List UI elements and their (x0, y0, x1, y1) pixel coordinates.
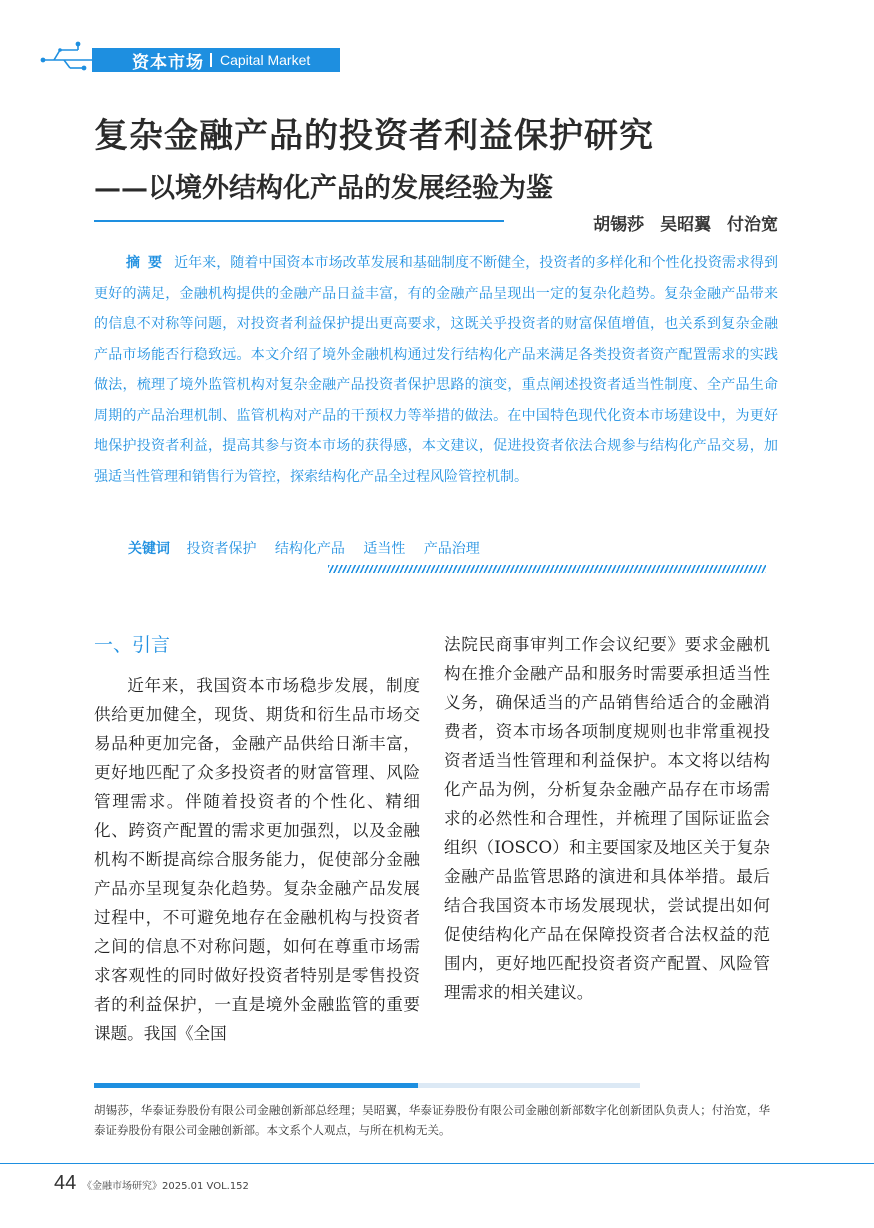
journal-info: 《金融市场研究》2025.01 VOL.152 (82, 1181, 249, 1192)
author-footnote: 胡锡莎，华泰证券股份有限公司金融创新部总经理；吴昭翼，华泰证券股份有限公司金融创新部数字化创新团队负责人；付治宽，华泰证券股份有限公司金融创新部。本文系个人观点，与所在机构无关。 (94, 1103, 770, 1137)
page-number: 44 (54, 1172, 77, 1194)
article-subtitle: ——以境外结构化产品的发展经验为鉴 (94, 173, 553, 204)
keywords (128, 538, 494, 558)
footnote-divider-accent (94, 1083, 418, 1088)
article-title: 复杂金融产品的投资者利益保护研究 (94, 116, 654, 156)
body-column-right (444, 630, 770, 1007)
circuit-icon (40, 40, 100, 74)
section-heading: 一、引言 (94, 634, 171, 656)
section-header (40, 40, 340, 74)
keywords-label: 关键词 (128, 541, 170, 557)
body-column-left (94, 630, 420, 1048)
section-tag-divider (210, 53, 212, 67)
keyword-item: 投资者保护 (186, 541, 257, 557)
abstract-text: 近年来，随着中国资本市场改革发展和基础制度不断健全，投资者的多样化和个性化投资需求得到更好的满足，金融机构提供的金融产品日益丰富，有的金融产品呈现出一定的复杂化趋势。复杂金融产品带来的信息不对称等问题，对投资者利益保护提出更高要求，这既关乎投资者的财富保值增值，也关系到复杂金融产品市场能否行稳致远。本文介绍了境外金融机构通过发行结构化产品来满足各类投资者资产配置需求的实践做法，梳理了境外监管机构对复杂金融产品投资者保护思路的演变，重点阐述投资者适当性制度、全产品生命周期的产品治理机制、监管机构对产品的干预权力等举措的做法。在中国特色现代化资本市场建设中，为更好地保护投资者利益，提高其参与资本市场的获得感，本文建议，促进投资者依法合规参与结构化产品交易，加强适当性管理和销售行为管控，探索结构化产品全过程风险管控机制。 (94, 255, 779, 485)
hatch-divider (328, 565, 766, 573)
keyword-item: 结构化产品 (274, 541, 345, 557)
article-authors: 胡锡莎 吴昭翼 付治宽 (593, 215, 778, 235)
title-divider (94, 220, 504, 222)
abstract-label: 摘要 (126, 255, 171, 271)
section-tag (92, 48, 340, 72)
body-paragraph: 法院民商事审判工作会议纪要》要求金融机构在推介金融产品和服务时需要承担适当性义务，确保适当的产品销售给适合的金融消费者，资本市场各项制度规则也非常重视投资者适当性管理和利益保护。本文将以结构化产品为例，分析复杂金融产品存在市场需求的必然性和合理性，并梳理了国际证监会组织（IOSCO）和主要国家及地区关于复杂金融产品监管思路的演进和具体举措。最后结合我国资本市场发展现状，尝试提出如何促使结构化产品在保障投资者合法权益的范围内，更好地匹配投资者资产配置、风险管理需求的相关建议。 (444, 635, 770, 1002)
keyword-item: 产品治理 (423, 541, 480, 557)
section-name-en: Capital Market (220, 52, 311, 68)
section-name-cn: 资本市场 (132, 52, 204, 73)
page-footer-rule (0, 1163, 874, 1164)
abstract (94, 248, 778, 492)
keyword-item: 适当性 (363, 541, 406, 557)
body-paragraph: 近年来，我国资本市场稳步发展，制度供给更加健全，现货、期货和衍生品市场交易品种更加完备，金融产品供给日渐丰富，更好地匹配了众多投资者的财富管理、风险管理需求。伴随着投资者的个性化、精细化、跨资产配置的需求更加强烈，以及金融机构不断提高综合服务能力，促使部分金融产品亦呈现复杂化趋势。复杂金融产品发展过程中，不可避免地存在金融机构与投资者之间的信息不对称问题，如何在尊重市场需求客观性的同时做好投资者特别是零售投资者的利益保护，一直是境外金融监管的重要课题。我国《全国 (94, 676, 420, 1043)
